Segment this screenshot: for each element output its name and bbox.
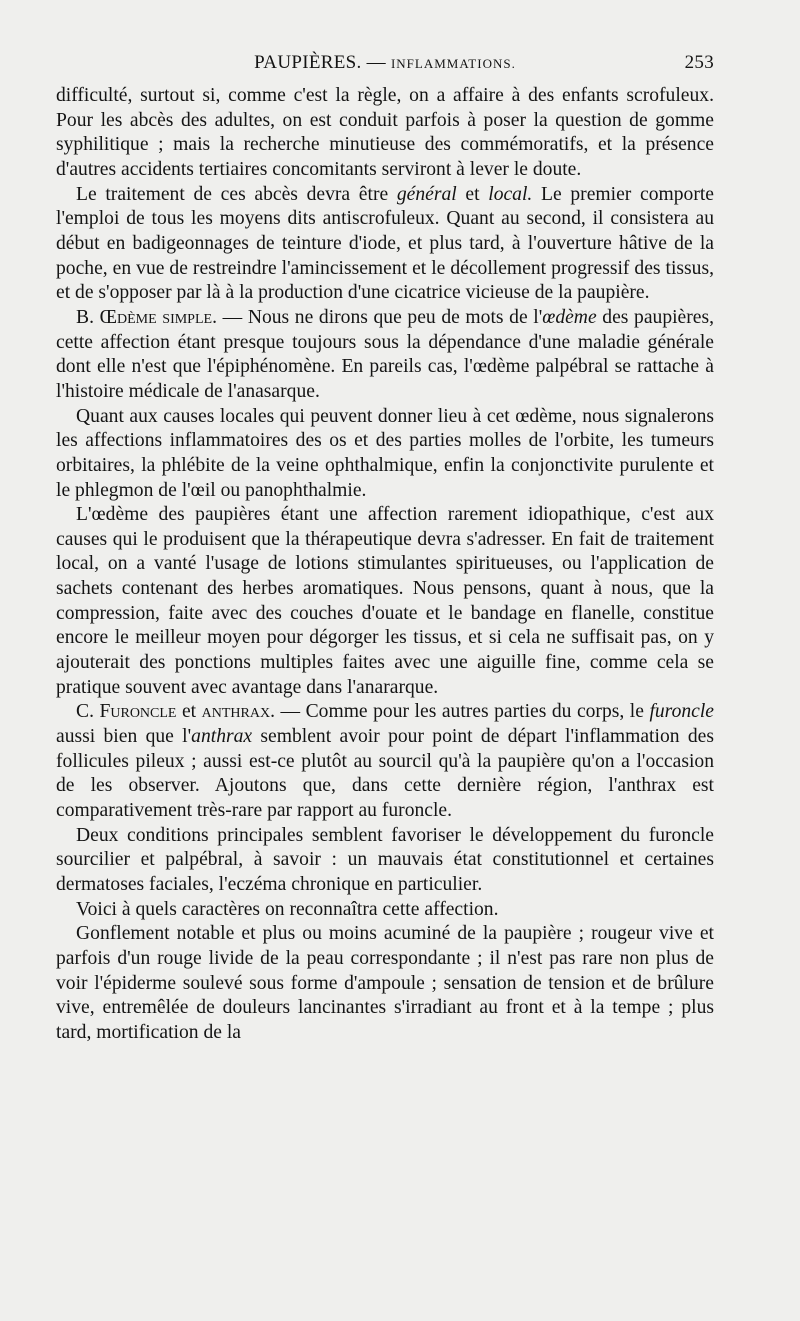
running-head xyxy=(56,52,714,78)
paragraph-9: Gonflement notable et plus ou moins acuminé de la paupière ; rougeur vive et parfois d'un rouge livide de la peau correspondante ; il n'est pas rare non plus de voir l'épiderme soulevé sous forme d'ampoule ; sensation de tension et de brûlure vive, entremêlée de douleurs lancinantes s'irradiant au front et à la tempe ; plus tard, mortification de la xyxy=(56,923,714,1043)
p2-em-local: local. xyxy=(488,183,533,205)
paragraph-1: difficulté, surtout si, comme c'est la règle, on a affaire à des enfants scrofuleux. Pour les abcès des adultes, on est conduit parfois à poser la question de gomme syphilitique ; mais la recherche minutieuse des commémoratifs, et la présence d'autres accidents tertiaires concomitants serviront à lever le doute. xyxy=(56,85,714,180)
paragraph-3 xyxy=(56,306,714,405)
p6-text-b: aussi bien que l' xyxy=(56,726,192,748)
p2-em-general: général xyxy=(396,183,457,205)
paragraph-5: L'œdème des paupières étant une affection rarement idiopathique, c'est aux causes qui le produisent que la thérapeutique devra s'adresser. En fait de traitement local, on a vanté l'usage de lotions stimulantes spiritueuses, ou l'application de sachets contenant des herbes aromatiques. Nous pensons, quant à nous, que la compression, faite avec des couches d'ouate et le bandage en flanelle, constitue encore le meilleur moyen pour dégorger les tissus, et si cela ne suffisait pas, on y ajouterait des ponctions multiples faites avec une aiguille fine, comme cela se pratique souvent avec avantage dans l'anararque. xyxy=(56,504,714,698)
section-heading-anthrax: anthrax. xyxy=(201,701,275,723)
paragraph-6 xyxy=(56,700,714,823)
p2-text-b: et xyxy=(456,183,489,205)
p3-em-oedeme: œdème xyxy=(542,306,597,328)
running-title-dash: — xyxy=(361,52,391,73)
p6-label-b: et xyxy=(176,701,202,723)
p2-text-c: Le premier comporte l'emploi de tous les moyens dits antiscrofuleux. Quant au second, il consistera au début en badigeonnages de teinture d'iode, et plus tard, à l'ouverture hâtive de la poche, en vue de restreindre l'amincissement et le décollement progressif des tissus, et de s'opposer par là à la production d'une cicatrice vicieuse de la paupière. xyxy=(56,183,714,304)
paragraph-4: Quant aux causes locales qui peuvent donner lieu à cet œdème, nous signalerons les affections inflammatoires des os et des parties molles de l'orbite, les tumeurs orbitaires, la phlébite de la veine ophthalmique, enfin la conjonctivite purulente et le phlegmon de l'œil ou panophthalmie. xyxy=(56,405,714,501)
section-heading-oedeme: B. Œdème simple. xyxy=(76,306,217,328)
p3-text-a: — Nous ne dirons que peu de mots de l' xyxy=(216,306,543,328)
p6-em-anthrax: anthrax xyxy=(191,726,253,748)
paragraph-2 xyxy=(56,183,714,306)
paragraph-8: Voici à quels caractères on reconnaîtra cette affection. xyxy=(76,898,499,920)
p6-text-c: semblent avoir pour point de départ l'inflammation des follicules pileux ; aussi est-ce plutôt au sourcil qu'à la paupière qu'on a l'occasion de les observer. Ajoutons que, dans cette dernière région, l'anthrax est comparativement très-rare par rapport au furoncle. xyxy=(56,726,714,822)
p3-text-b: des paupières, cette affection étant presque toujours sous la dépendance d'une maladie générale dont elle n'est que l'épiphénomène. En pareils cas, l'œdème palpébral se rattache à l'histoire médicale de l'anasarque. xyxy=(56,306,714,402)
p2-text-a: Le traitement de ces abcès devra être xyxy=(76,183,397,205)
running-title xyxy=(56,52,714,74)
p6-text-a: — Comme pour les autres parties du corps, le xyxy=(274,701,650,723)
running-title-main: PAUPIÈRES. xyxy=(254,52,362,73)
page-number: 253 xyxy=(684,52,714,73)
paragraph-7: Deux conditions principales semblent favoriser le développement du furoncle sourcilier et palpébral, à savoir : un mauvais état constitutionnel et certaines dermatoses faciales, l'eczéma chronique en particulier. xyxy=(56,824,714,895)
running-title-section: INFLAMMATIONS. xyxy=(390,56,516,71)
section-heading-furoncle: C. Furoncle xyxy=(76,701,177,723)
p6-em-furoncle: furoncle xyxy=(649,701,715,723)
body-text xyxy=(56,84,714,1046)
